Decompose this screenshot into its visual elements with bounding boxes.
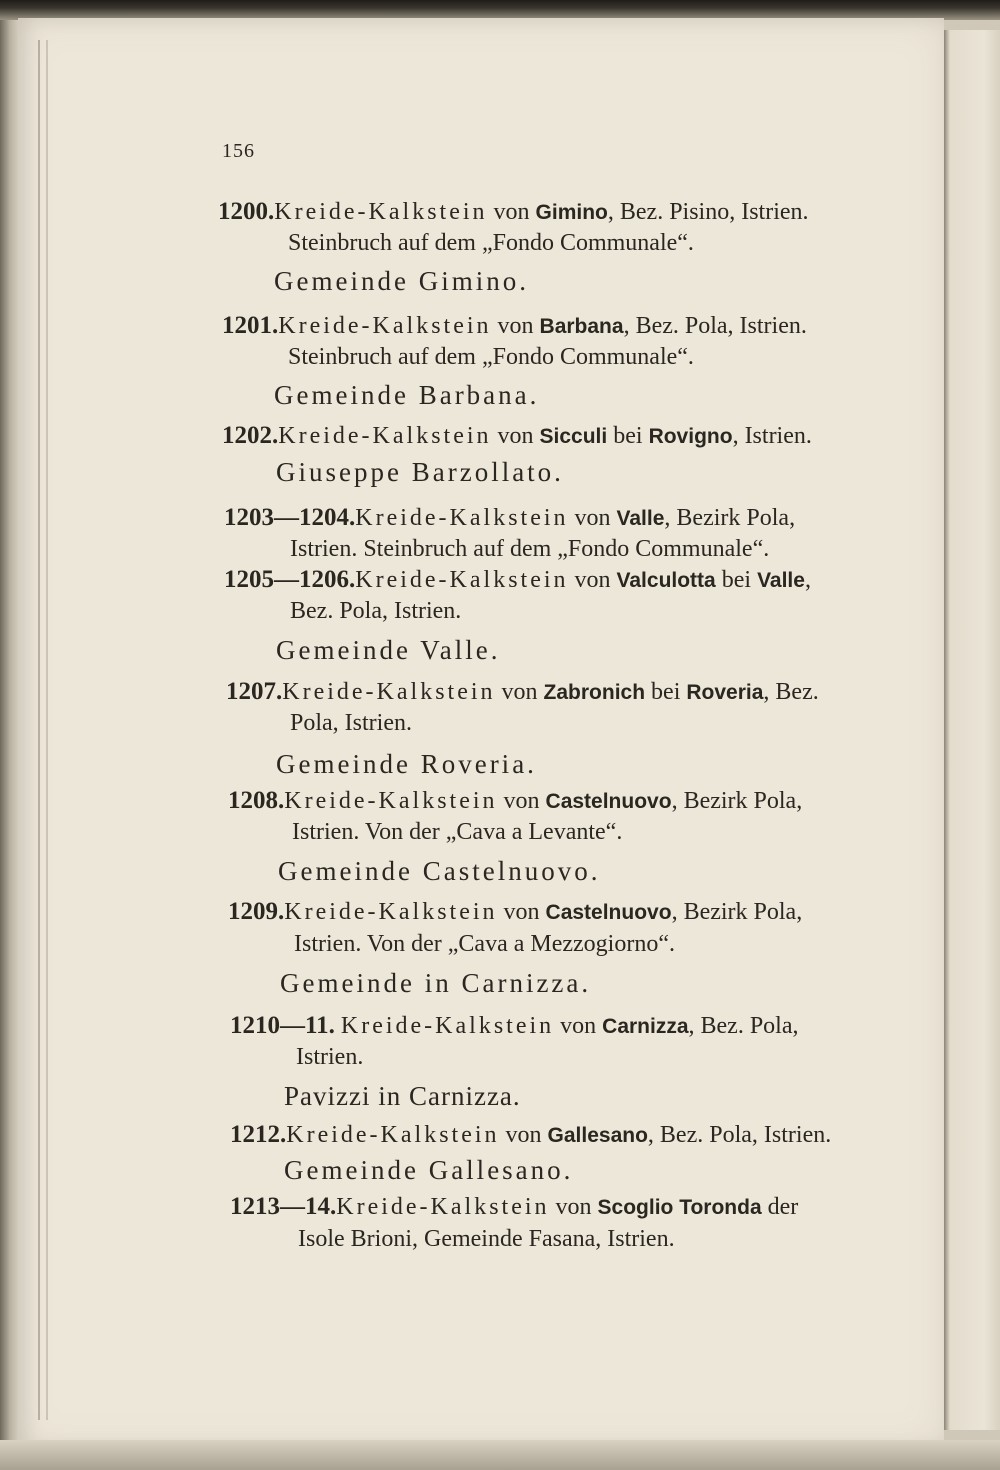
entry-line <box>226 677 819 708</box>
entry-continuation: Istrien. Von der „Cava a Mezzogiorno“. <box>294 931 675 957</box>
locality: Valle <box>757 569 805 592</box>
entry-text: von <box>499 1122 548 1148</box>
entry-continuation: Steinbruch auf dem „Fondo Communale“. <box>288 230 694 256</box>
scan-bottom-edge <box>0 1440 1000 1470</box>
entry-text: von <box>491 313 540 339</box>
page-stack-edge <box>944 30 1000 1430</box>
locality: Castelnuovo <box>545 790 672 813</box>
entry-number: 1205—1206. <box>224 566 356 593</box>
rock-type: Kreide-Kalkstein <box>355 567 569 593</box>
entry-line <box>224 565 811 596</box>
entry-text: , Istrien. <box>732 423 812 449</box>
spine-shadow-line <box>38 40 40 1420</box>
entry-text: von <box>549 1194 598 1220</box>
rock-type: Kreide-Kalkstein <box>284 899 498 925</box>
locality: Carnizza <box>602 1015 689 1038</box>
entry-number: 1200. <box>218 198 275 225</box>
locality: Valle <box>616 507 665 530</box>
entry-continuation: Istrien. Von der „Cava a Levante“. <box>292 819 623 845</box>
entry-text: von <box>568 505 617 531</box>
rock-type: Kreide-Kalkstein <box>336 1194 550 1220</box>
owner-heading: Pavizzi in Carnizza. <box>284 1081 521 1111</box>
entry-line <box>228 786 802 817</box>
entry-line <box>230 1011 799 1042</box>
owner-heading: Gemeinde Barbana. <box>274 380 540 410</box>
entry-number: 1212. <box>230 1121 287 1148</box>
entry-text: , Bezirk Pola, <box>664 505 796 531</box>
rock-type: Kreide-Kalkstein <box>284 788 498 814</box>
locality: Scoglio Toronda <box>597 1196 762 1219</box>
entry-continuation: Steinbruch auf dem „Fondo Communale“. <box>288 344 694 370</box>
entry-number: 1203—1204. <box>224 504 356 531</box>
locality: Gimino <box>535 201 608 224</box>
entry-number: 1207. <box>226 678 283 705</box>
entry-number: 1209. <box>228 898 285 925</box>
entry-number: 1201. <box>222 312 279 339</box>
owner-heading: Gemeinde Castelnuovo. <box>278 856 601 886</box>
rock-type: Kreide-Kalkstein <box>355 505 569 531</box>
rock-type: Kreide-Kalkstein <box>278 423 492 449</box>
locality: Barbana <box>539 315 624 338</box>
rock-type: Kreide-Kalkstein <box>282 679 496 705</box>
entry-text: von <box>497 788 546 814</box>
entry-line <box>222 421 812 452</box>
page-number: 156 <box>222 140 255 162</box>
entry-number: 1208. <box>228 787 285 814</box>
locality: Gallesano <box>547 1124 648 1147</box>
locality: Roveria <box>686 681 764 704</box>
entry-line <box>228 897 802 928</box>
owner-heading: Gemeinde in Carnizza. <box>280 968 592 998</box>
locality: Sicculi <box>539 425 608 448</box>
owner-heading: Giuseppe Barzollato. <box>276 457 564 487</box>
entry-text: , Bez. Pola, Istrien. <box>623 313 807 339</box>
entry-line <box>222 311 807 342</box>
entry-continuation: Isole Brioni, Gemeinde Fasana, Istrien. <box>298 1226 675 1252</box>
locality: Valculotta <box>616 569 716 592</box>
entry-line <box>224 503 795 534</box>
rock-type: Kreide-Kalkstein <box>274 199 488 225</box>
entry-line <box>230 1120 831 1151</box>
entry-line <box>230 1192 798 1223</box>
entry-text: bei <box>645 679 687 705</box>
owner-heading: Gemeinde Gimino. <box>274 266 529 296</box>
entry-number: 1210—11. <box>230 1012 335 1039</box>
entry-continuation: Bez. Pola, Istrien. <box>290 598 462 624</box>
rock-type: Kreide-Kalkstein <box>278 313 492 339</box>
entry-text: , Bezirk Pola, <box>671 899 803 925</box>
entry-text: der <box>761 1194 799 1220</box>
entry-text: , Bez. Pola, Istrien. <box>647 1122 832 1148</box>
entry-text: , <box>804 567 811 593</box>
entry-continuation: Istrien. Steinbruch auf dem „Fondo Communale“. <box>290 536 770 562</box>
spine-shadow-line <box>46 40 48 1420</box>
entry-text: , Bezirk Pola, <box>671 788 803 814</box>
rock-type: Kreide-Kalkstein <box>286 1122 500 1148</box>
entry-continuation: Pola, Istrien. <box>290 710 412 736</box>
scan-top-edge <box>0 0 1000 20</box>
entry-text: von <box>554 1013 603 1039</box>
entry-text: , Bez. Pola, <box>688 1013 799 1039</box>
entry-text: bei <box>715 567 758 593</box>
entry-continuation: Istrien. <box>296 1044 364 1070</box>
entry-line <box>218 197 809 228</box>
entry-text: von <box>568 567 617 593</box>
entry-text: bei <box>607 423 649 449</box>
entry-number: 1213—14. <box>230 1193 337 1220</box>
entry-text: von <box>487 199 536 225</box>
owner-heading: Gemeinde Valle. <box>276 635 501 665</box>
entry-text: , Bez. Pisino, Istrien. <box>607 199 809 225</box>
locality: Zabronich <box>543 681 646 704</box>
rock-type: Kreide-Kalkstein <box>340 1013 555 1039</box>
locality: Castelnuovo <box>545 901 672 924</box>
locality: Rovigno <box>648 425 733 448</box>
owner-heading: Gemeinde Gallesano. <box>284 1155 574 1185</box>
entry-number: 1202. <box>222 422 279 449</box>
entry-text: von <box>495 679 544 705</box>
entry-text: von <box>491 423 540 449</box>
entry-text: , Bez. <box>763 679 819 705</box>
entry-text: von <box>497 899 546 925</box>
owner-heading: Gemeinde Roveria. <box>276 749 537 779</box>
